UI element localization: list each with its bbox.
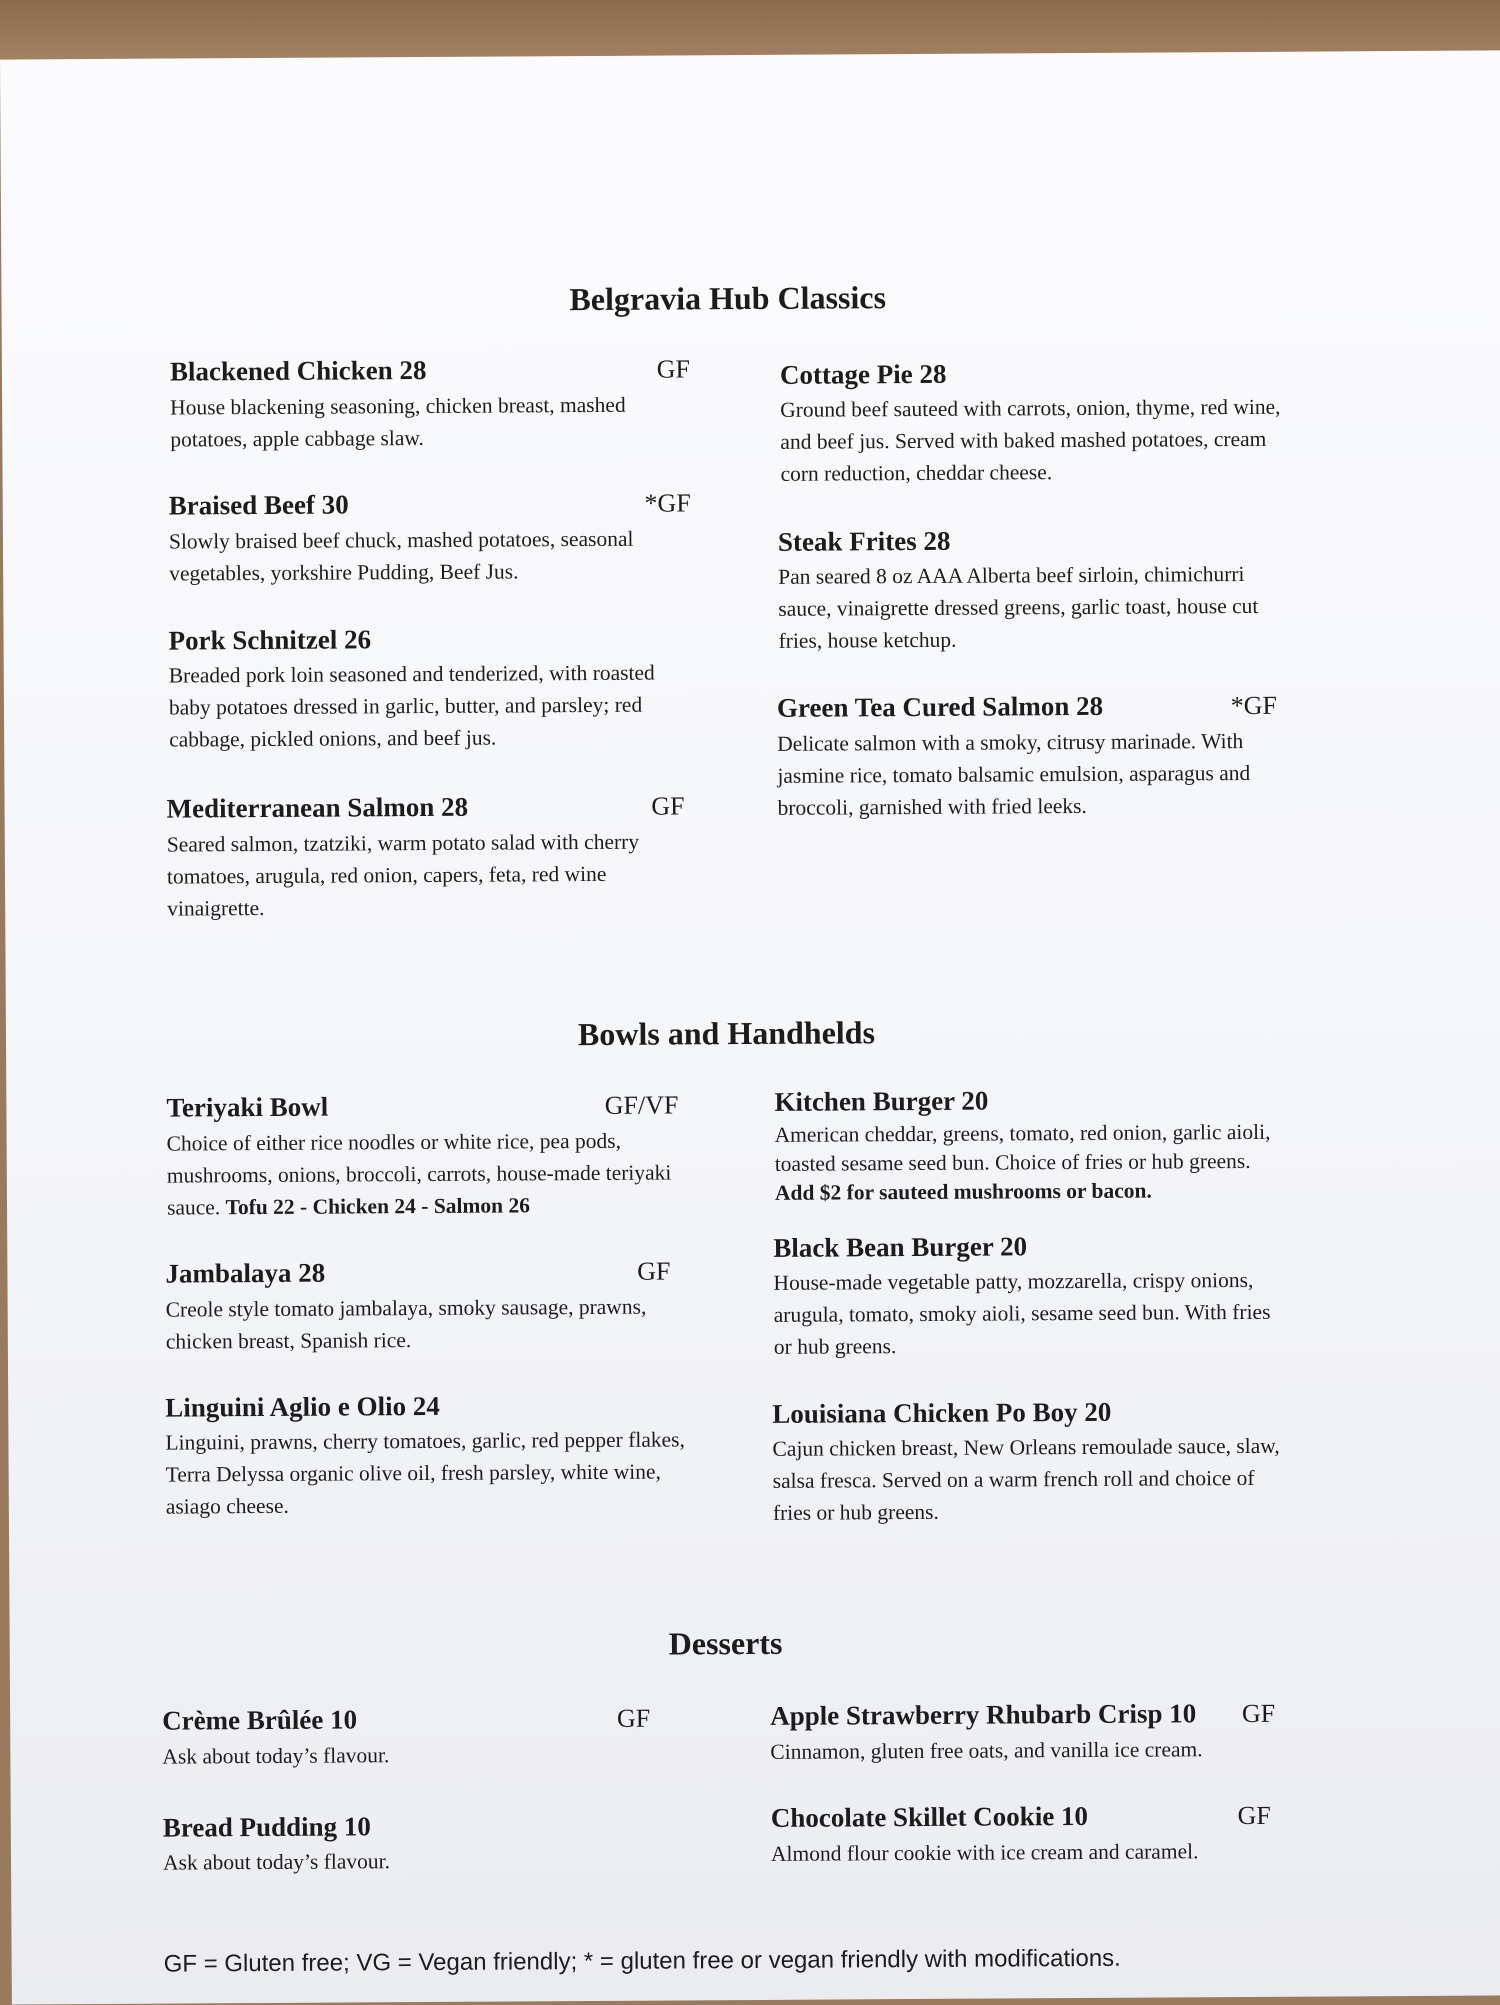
menu-item-green-tea-cured-salmon bbox=[777, 688, 1278, 824]
item-description: Linguini, prawns, cherry tomatoes, garlic, red pepper flakes, Terra Delyssa organic olive oil, fresh parsley, white wine, asiago cheese. bbox=[165, 1427, 685, 1519]
item-tag: GF bbox=[656, 354, 691, 384]
item-addon-note: Add $2 for sauteed mushrooms or bacon. bbox=[774, 1178, 1152, 1205]
item-description: House-made vegetable patty, mozzarella, crispy onions, arugula, tomato, smoky aioli, sesame seed bun. With fries or hub greens. bbox=[773, 1267, 1271, 1359]
item-tag: GF/VF bbox=[604, 1090, 679, 1120]
menu-item-teriyaki-bowl bbox=[166, 1087, 679, 1223]
menu-item-po-boy bbox=[772, 1394, 1293, 1529]
menu-item-blackened-chicken bbox=[170, 351, 691, 455]
item-description: Breaded pork loin seasoned and tenderized, with roasted baby potatoes dressed in garlic, butter, and parsley; red cabbage, pickled onions, and beef jus. bbox=[168, 660, 655, 752]
dietary-legend: GF = Gluten free; VG = Vegan friendly; * = gluten free or vegan friendly with modifications. bbox=[163, 1944, 1121, 1978]
item-description: Creole style tomato jambalaya, smoky sausage, prawns, chicken breast, Spanish rice. bbox=[165, 1294, 647, 1354]
item-tag: *GF bbox=[1230, 690, 1278, 721]
item-name: Mediterranean Salmon 28 bbox=[166, 791, 469, 824]
item-price-options: Tofu 22 - Chicken 24 - Salmon 26 bbox=[225, 1193, 531, 1220]
item-name: Apple Strawberry Rhubarb Crisp 10 bbox=[770, 1698, 1197, 1731]
menu-item-braised-beef bbox=[169, 485, 692, 589]
menu-item-bread-pudding bbox=[163, 1808, 651, 1879]
item-description: Pan seared 8 oz AAA Alberta beef sirloin, chimichurri sauce, vinaigrette dressed greens, garlic toast, house cut fries, house ketchup. bbox=[778, 561, 1259, 653]
item-name: Bread Pudding 10 bbox=[162, 1811, 371, 1843]
menu-item-kitchen-burger bbox=[774, 1082, 1295, 1208]
item-description: House blackening seasoning, chicken breast, mashed potatoes, apple cabbage slaw. bbox=[170, 392, 626, 452]
item-name: Linguini Aglio e Olio 24 bbox=[165, 1390, 440, 1423]
section-title-desserts: Desserts bbox=[668, 1624, 783, 1662]
item-name: Crème Brûlée 10 bbox=[162, 1704, 358, 1736]
item-description: Cajun chicken breast, New Orleans remoulade sauce, slaw, salsa fresca. Served on a warm french roll and choice of fries or hub greens. bbox=[772, 1433, 1280, 1525]
menu-item-apple-crisp bbox=[770, 1696, 1275, 1768]
menu-item-creme-brulee bbox=[162, 1701, 650, 1773]
item-tag: GF bbox=[616, 1703, 651, 1733]
menu-item-black-bean-burger bbox=[773, 1228, 1284, 1363]
item-description: Seared salmon, tzatziki, warm potato salad with cherry tomatoes, arugula, red onion, capers, feta, red wine vinaigrette. bbox=[166, 829, 640, 921]
item-name: Black Bean Burger 20 bbox=[773, 1231, 1028, 1263]
item-description: American cheddar, greens, tomato, red onion, garlic aioli, toasted sesame seed bun. Choice of fries or hub greens. bbox=[774, 1119, 1271, 1176]
menu-item-jambalaya bbox=[165, 1254, 671, 1358]
item-description: Ground beef sauteed with carrots, onion, thyme, red wine, and beef jus. Served with baked mashed potatoes, cream corn reduction, cheddar cheese. bbox=[780, 394, 1281, 486]
menu-item-linguini bbox=[165, 1387, 686, 1522]
item-description: Slowly braised beef chuck, mashed potatoes, seasonal vegetables, yorkshire Pudding, Beef Jus. bbox=[168, 526, 634, 586]
item-description: Delicate salmon with a smoky, citrusy marinade. With jasmine rice, tomato balsamic emulsion, asparagus and broccoli, garnished with fried leeks. bbox=[777, 728, 1251, 820]
item-name: Kitchen Burger 20 bbox=[774, 1085, 989, 1117]
item-description: Almond flour cookie with ice cream and caramel. bbox=[770, 1839, 1199, 1866]
item-name: Cottage Pie 28 bbox=[779, 358, 947, 390]
item-tag: GF bbox=[651, 791, 685, 821]
item-name: Chocolate Skillet Cookie 10 bbox=[770, 1800, 1089, 1833]
menu-item-steak-frites bbox=[778, 522, 1299, 657]
item-name: Steak Frites 28 bbox=[777, 525, 951, 557]
item-tag: *GF bbox=[644, 488, 691, 518]
item-name: Teriyaki Bowl bbox=[166, 1091, 329, 1123]
menu-page bbox=[0, 50, 1500, 2004]
item-name: Green Tea Cured Salmon 28 bbox=[776, 690, 1104, 723]
item-tag: GF bbox=[1237, 1800, 1271, 1831]
item-name: Louisiana Chicken Po Boy 20 bbox=[772, 1396, 1112, 1429]
item-tag: GF bbox=[637, 1256, 671, 1286]
menu-item-mediterranean-salmon bbox=[166, 788, 685, 924]
item-description: Choice of either rice noodles or white rice, pea pods, mushrooms, onions, broccoli, carrots, house-made teriyaki sauce. bbox=[166, 1128, 672, 1220]
item-description: Cinnamon, gluten free oats, and vanilla ice cream. bbox=[770, 1737, 1203, 1764]
section-title-classics: Belgravia Hub Classics bbox=[569, 279, 887, 318]
item-name: Braised Beef 30 bbox=[168, 489, 349, 521]
item-description: Ask about today’s flavour. bbox=[162, 1849, 391, 1875]
menu-item-cottage-pie bbox=[780, 355, 1301, 490]
section-title-bowls: Bowls and Handhelds bbox=[577, 1014, 876, 1053]
item-description: Ask about today’s flavour. bbox=[162, 1743, 390, 1769]
item-tag: GF bbox=[1241, 1698, 1276, 1729]
menu-item-chocolate-cookie bbox=[771, 1798, 1271, 1870]
item-name: Pork Schnitzel 26 bbox=[168, 624, 372, 656]
item-name: Blackened Chicken 28 bbox=[169, 354, 427, 387]
menu-item-pork-schnitzel bbox=[168, 620, 689, 755]
item-name: Jambalaya 28 bbox=[165, 1257, 326, 1289]
